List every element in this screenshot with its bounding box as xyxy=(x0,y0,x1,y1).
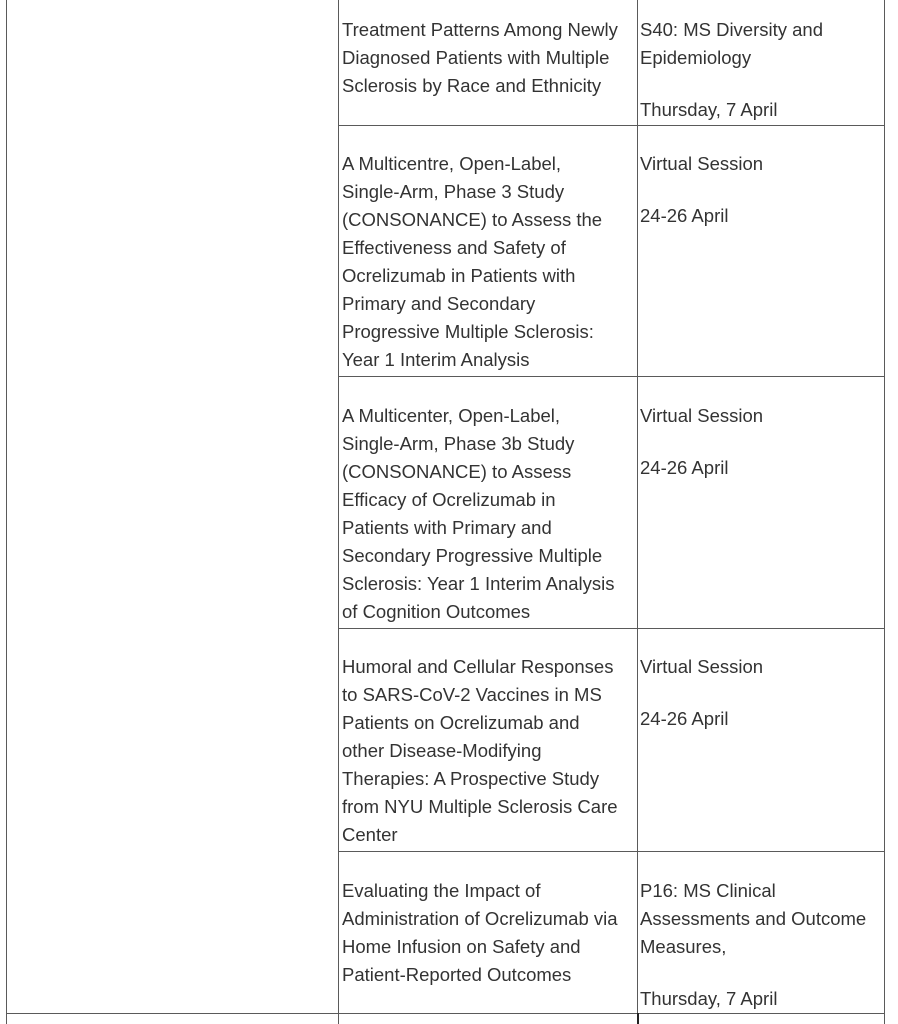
row-divider xyxy=(338,851,885,852)
table-border-right xyxy=(884,0,885,1024)
table-row-5-date: Thursday, 7 April xyxy=(640,988,778,1009)
table-row-4-title: Humoral and Cellular Responses to SARS-CoV-2 Vaccines in MS Patients on Ocrelizumab and other Disease-Modifying Therapies: A Prospective Study from NYU Multiple Sclerosis Care Center xyxy=(342,656,618,845)
table-row-2-title: A Multicentre, Open-Label, Single-Arm, Phase 3 Study (CONSONANCE) to Assess the Effectiveness and Safety of Ocrelizumab in Patients with Primary and Secondary Progressive Multiple Sclerosis: Year 1 Interim Analysis xyxy=(342,153,603,370)
table-border-left xyxy=(6,0,7,1024)
table-row-4-date: 24-26 April xyxy=(640,708,729,729)
table-row-5-title: Evaluating the Impact of Administration of Ocrelizumab via Home Infusion on Safety and Patient-Reported Outcomes xyxy=(342,880,618,985)
table-row-3-session: Virtual Session xyxy=(640,405,764,426)
table-row-1-title: Treatment Patterns Among Newly Diagnosed Patients with Multiple Sclerosis by Race and Ethnicity xyxy=(342,19,618,96)
table-row-2-date: 24-26 April xyxy=(640,205,729,226)
table-row-3-title: A Multicenter, Open-Label, Single-Arm, Phase 3b Study (CONSONANCE) to Assess Efficacy of Ocrelizumab in Patients with Primary and Secondary Progressive Multiple Sclerosis: Year 1 Interim Analysis of Cognition Outcomes xyxy=(342,405,615,622)
table-row-1-date: Thursday, 7 April xyxy=(640,99,778,120)
table-row-5-session: P16: MS Clinical Assessments and Outcome Measures, xyxy=(640,880,867,957)
table-row-3-date: 24-26 April xyxy=(640,457,729,478)
column-divider-1 xyxy=(338,0,339,1024)
row-divider xyxy=(338,628,885,629)
table-bottom-border xyxy=(6,1013,885,1014)
column-divider-2-bottom xyxy=(637,1013,639,1024)
row-divider xyxy=(338,376,885,377)
column-divider-2 xyxy=(637,0,638,1024)
row-divider xyxy=(338,125,885,126)
table-row-1-session: S40: MS Diversity and Epidemiology xyxy=(640,19,824,68)
table-row-4-session: Virtual Session xyxy=(640,656,764,677)
table-row-2-session: Virtual Session xyxy=(640,153,764,174)
